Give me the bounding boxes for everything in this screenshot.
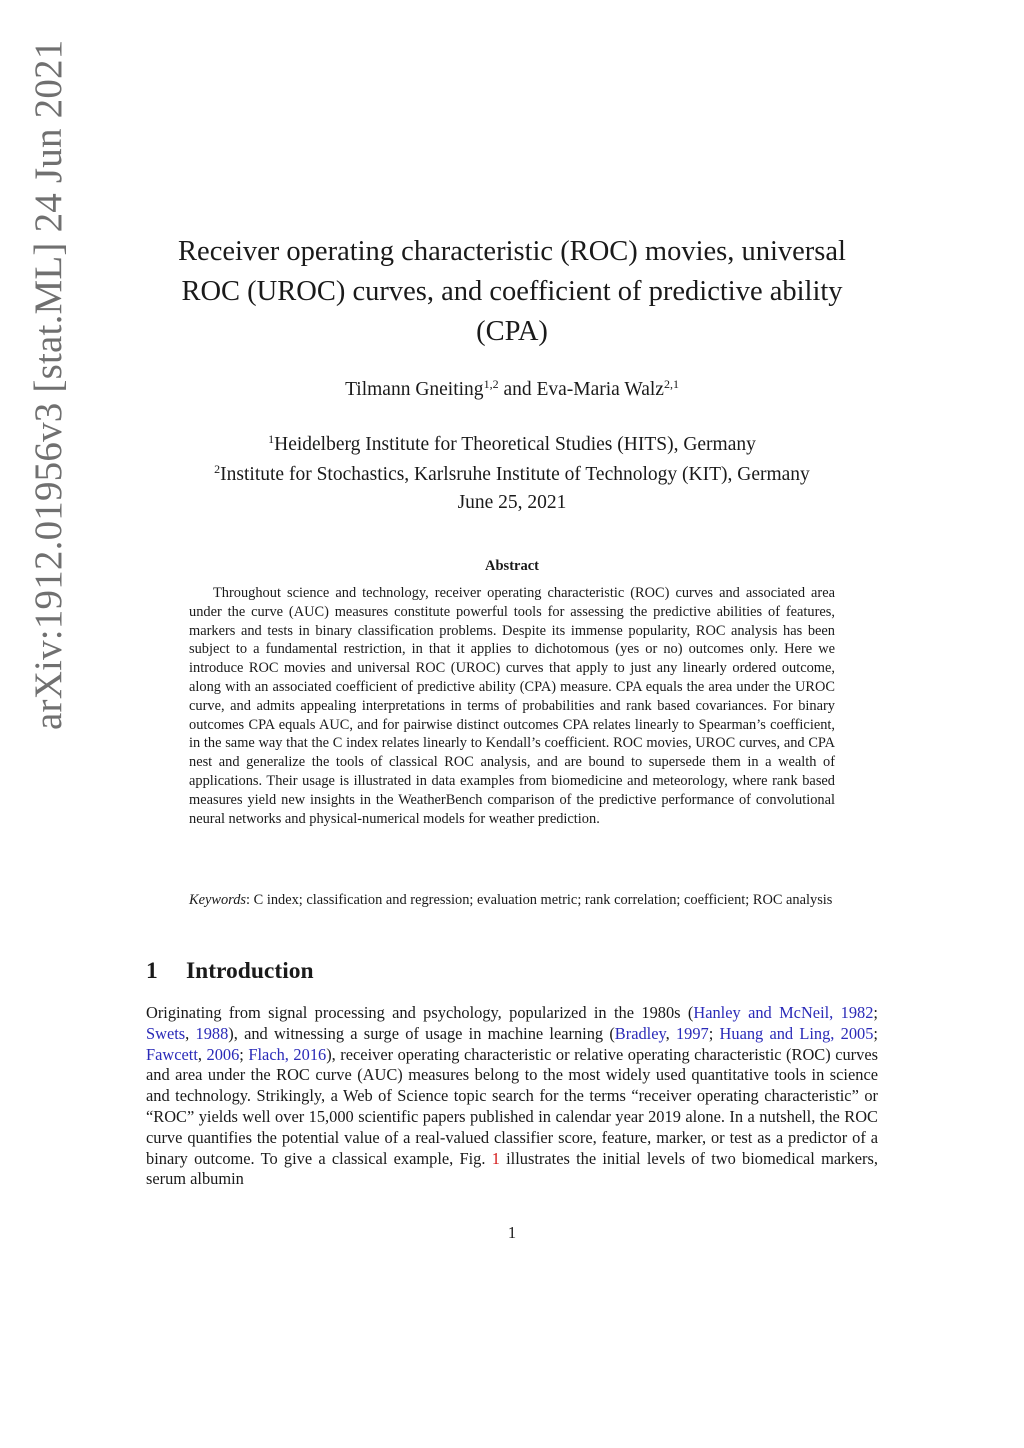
intro-text: ;	[873, 1003, 878, 1022]
intro-text: ), and witnessing a surge of usage in machine learning (	[228, 1023, 615, 1043]
intro-text: Originating from signal processing and psychology, popularized in the 1980s (	[146, 1003, 694, 1022]
section-title: Introduction	[186, 958, 314, 984]
paper-title: Receiver operating characteristic (ROC) movies, universal ROC (UROC) curves, and coefficient of predictive ability (CPA)	[178, 236, 846, 347]
citation-link[interactable]: Bradley	[614, 1023, 666, 1043]
abstract-heading: Abstract	[485, 558, 539, 574]
paper-date: June 25, 2021	[457, 492, 567, 513]
citation-link[interactable]: Flach, 2016	[248, 1044, 327, 1064]
author-conjunction: and	[498, 379, 537, 400]
author-name: Tilmann Gneiting	[345, 379, 484, 400]
affiliation-text: Heidelberg Institute for Theoretical Studies (HITS), Germany	[274, 434, 756, 455]
keywords-label: Keywords	[189, 892, 247, 908]
citation-link[interactable]: 1988	[195, 1023, 229, 1043]
page-number: 1	[507, 1223, 517, 1242]
intro-text: ;	[873, 1023, 878, 1043]
intro-text: ;	[239, 1044, 249, 1064]
affiliation-line	[150, 427, 874, 457]
author-name: Eva-Maria Walz	[536, 379, 664, 400]
section-number: 1	[146, 958, 158, 984]
keywords-text: : C index; classification and regression; evaluation metric; rank correlation; coefficient; ROC analysis	[246, 892, 833, 908]
affiliation-text: Institute for Stochastics, Karlsruhe Institute of Technology (KIT), Germany	[220, 464, 810, 485]
citation-link[interactable]: Fawcett	[146, 1044, 198, 1064]
figure-reference-link[interactable]: 1	[491, 1148, 500, 1168]
intro-paragraph	[146, 1003, 878, 1190]
author-affil-sup: 1,2	[483, 377, 499, 391]
author-affil-sup: 2,1	[663, 377, 679, 391]
citation-link[interactable]: 1997	[675, 1023, 709, 1043]
arxiv-side-stamp: arXiv:1912.01956v3 [stat.ML] 24 Jun 2021	[27, 39, 70, 730]
author-line	[150, 377, 874, 401]
abstract-text: Throughout science and technology, receiver operating characteristic (ROC) curves and associated area under the curve (AUC) measures constitute powerful tools for assessing the predictive abilities of features, markers and tests in binary classification problems. Despite its immense popularity, ROC analysis has been subject to a fundamental restriction, in that it applies to dichotomous (yes or no) outcomes only. Here we introduce ROC movies and universal ROC (UROC) curves that apply to just any linearly ordered outcome, along with an associated coefficient of predictive ability (CPA) measure. CPA equals the area under the UROC curve, and admits appealing interpretations in terms of probabilities and rank based covariances. For binary outcomes CPA equals AUC, and for pairwise distinct outcomes CPA relates linearly to Spearman’s coefficient, in the same way that the C index relates linearly to Kendall’s coefficient. ROC movies, UROC curves, and CPA nest and generalize the tools of classical ROC analysis, and are bound to supersede them in a wealth of applications. Their usage is illustrated in data examples from biomedicine and meteorology, where rank based measures yield new insights in the WeatherBench comparison of the predictive performance of convolutional neural networks and physical-numerical models for weather prediction.	[189, 585, 835, 827]
keywords	[189, 891, 835, 910]
citation-link[interactable]: 2006	[206, 1044, 240, 1064]
intro-text: ,	[665, 1023, 676, 1043]
affiliation-sup: 2	[214, 462, 221, 476]
affiliations	[150, 427, 874, 487]
affiliation-sup: 1	[268, 432, 275, 446]
section-heading	[146, 958, 314, 985]
intro-text: illustrates the initial levels of two biomedical markers, serum albumin	[146, 1148, 878, 1189]
intro-text: ;	[708, 1023, 720, 1043]
intro-text: ,	[185, 1023, 196, 1043]
intro-text: ,	[197, 1044, 207, 1064]
citation-link[interactable]: Swets	[146, 1023, 186, 1043]
citation-link[interactable]: Hanley and McNeil, 1982	[693, 1003, 874, 1022]
affiliation-line	[150, 457, 874, 487]
intro-text: ), receiver operating characteristic or relative operating characteristic (ROC) curves and area under the ROC curve (AUC) measures belong to the most widely used quantitative tools in science and technology. Strikingly, a Web of Science topic search for the terms “receiver operating characteristic” or “ROC” yields well over 15,000 scientific papers published in calendar year 2019 alone. In a nutshell, the ROC curve quantifies the potential value of a real-valued classifier score, feature, marker, or test as a predictor of a binary outcome. To give a classical example, Fig.	[146, 1044, 878, 1168]
citation-link[interactable]: Huang and Ling, 2005	[719, 1023, 874, 1043]
